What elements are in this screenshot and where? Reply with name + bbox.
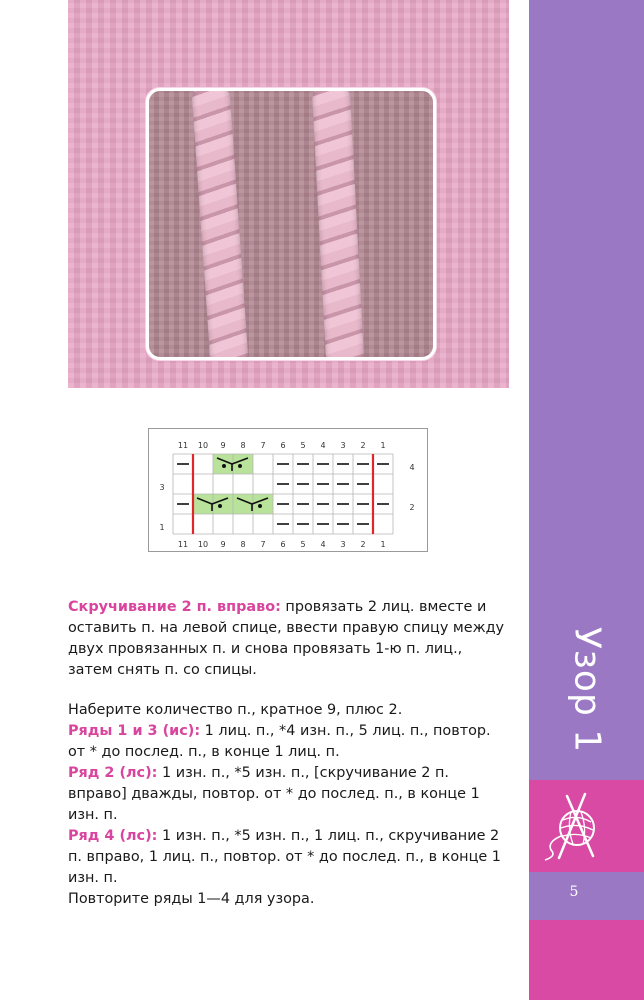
stitch-description: провязать 2 лиц. вместе и оставить п. на левой спице, ввести правую спицу между двух провязанных п. и снова провязать 1-ю п. лиц., затем снять п. со спицы. — [68, 599, 505, 678]
row-instruction: Ряд 4 (лс): 1 изн. п., *5 изн. п., 1 лиц. п., скручивание 2 п. вправо, 1 лиц. п., повтор. от * до послед. п., в конце 1 изн. п. — [68, 828, 501, 886]
col-number: 5 — [300, 441, 306, 450]
knitted-sample-photo — [68, 0, 509, 388]
col-number: 1 — [380, 441, 386, 450]
col-number: 7 — [260, 540, 266, 549]
cable-strand — [311, 88, 364, 360]
col-number: 6 — [280, 441, 286, 450]
row-label: 3 — [159, 483, 165, 492]
row-label: Ряд 2 (лс): — [68, 765, 158, 781]
col-number: 10 — [197, 540, 209, 549]
stitch-definition — [68, 597, 508, 681]
col-number: 6 — [280, 540, 286, 549]
col-number: 2 — [360, 441, 366, 450]
col-number: 11 — [177, 441, 189, 450]
page-number: 5 — [569, 884, 579, 900]
col-number: 4 — [320, 540, 326, 549]
row-label: Ряды 1 и 3 (ис): — [68, 723, 201, 739]
row-label: 4 — [409, 463, 415, 472]
row-instruction: Ряд 2 (лс): 1 изн. п., *5 изн. п., [скручивание 2 п. вправо] дважды, повтор. от * до послед. п., в конце 1 изн. п. — [68, 765, 480, 823]
col-number: 3 — [340, 441, 346, 450]
col-number: 10 — [197, 441, 209, 450]
row-label: 1 — [159, 523, 165, 532]
col-number: 9 — [220, 540, 226, 549]
row-label: 2 — [409, 503, 415, 512]
row-instruction: Ряды 1 и 3 (ис): 1 лиц. п., *4 изн. п., 5 лиц. п., повтор. от * до послед. п., в конце 1 лиц. п. — [68, 723, 491, 760]
pattern-instructions — [68, 700, 508, 910]
col-number: 2 — [360, 540, 366, 549]
cable-strand — [191, 88, 249, 360]
side-band-bottom — [529, 920, 644, 1000]
col-number: 5 — [300, 540, 306, 549]
stitch-term: Скручивание 2 п. вправо: — [68, 599, 281, 615]
repeat-text: Повторите ряды 1—4 для узора. — [68, 891, 315, 907]
col-number: 8 — [240, 540, 246, 549]
knitting-chart — [148, 428, 428, 552]
yarn-ball-icon — [533, 786, 613, 866]
cast-on-text: Наберите количество п., кратное 9, плюс 2. — [68, 702, 403, 718]
pattern-title: Узор 1 — [566, 626, 608, 754]
col-number: 7 — [260, 441, 266, 450]
col-number: 11 — [177, 540, 189, 549]
row-label: Ряд 4 (лс): — [68, 828, 158, 844]
col-number: 9 — [220, 441, 226, 450]
col-number: 4 — [320, 441, 326, 450]
col-number: 8 — [240, 441, 246, 450]
col-number: 3 — [340, 540, 346, 549]
col-number: 1 — [380, 540, 386, 549]
cable-closeup-photo — [146, 88, 436, 360]
